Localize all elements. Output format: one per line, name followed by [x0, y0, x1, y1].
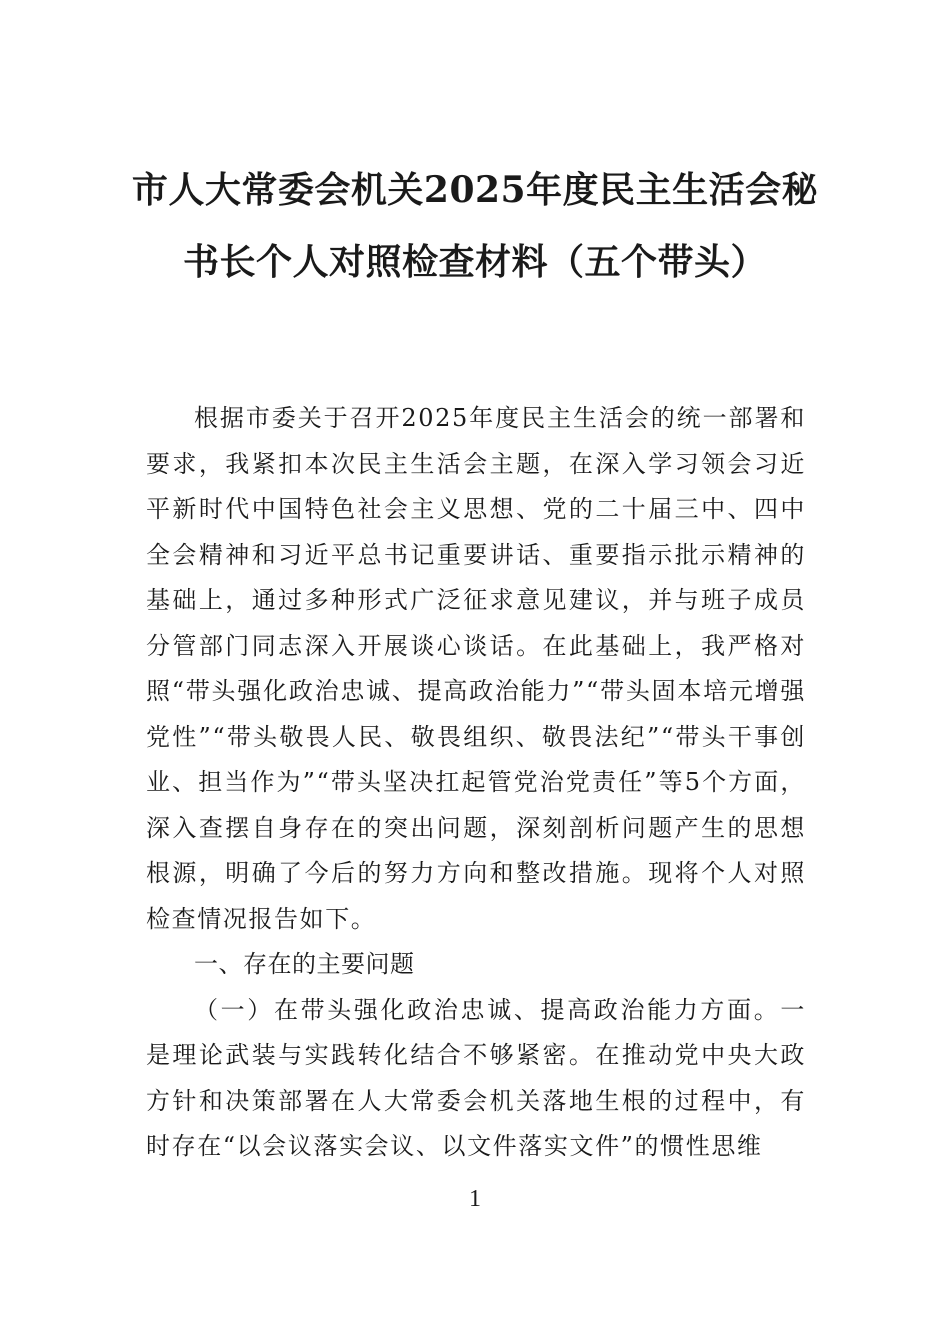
subsection-1-paragraph [146, 988, 806, 1170]
section-1-heading: 一、存在的主要问题 [194, 950, 415, 978]
subsection-1-heading: （一）在带头强化政治忠诚、提高政治能力方面。 [194, 995, 781, 1024]
intro-paragraph: 根据市委关于召开2025年度民主生活会的统一部署和要求，我紧扣本次民主生活会主题，在深入学习领会习近平新时代中国特色社会主义思想、党的二十届三中、四中全会精神和习近平总书记重要讲话、重要指示批示精神的基础上，通过多种形式广泛征求意见建议，并与班子成员分管部门同志深入开展谈心谈话。在此基础上，我严格对照“带头强化政治忠诚、提高政治能力”“带头固本培元增强党性”“带头敬畏人民、敬畏组织、敬畏法纪”“带头干事创业、担当作为”“带头坚决扛起管党治党责任”等5个方面，深入查摆自身存在的突出问题，深刻剖析问题产生的思想根源，明确了今后的努力方向和整改措施。现将个人对照检查情况报告如下。 [146, 404, 806, 933]
page-number: 1 [469, 1186, 481, 1212]
document-body [146, 396, 806, 1170]
document-title-line-2: 书长个人对照检查材料（五个带头） [182, 241, 767, 283]
document-title-line-1: 市人大常委会机关2025年度民主生活会秘 [131, 169, 819, 211]
subsection-1-text: 一是理论武装与实践转化结合不够紧密。在推动党中央大政方针和决策部署在人大常委会机关落地生根的过程中，有时存在“以会议落实会议、以文件落实文件”的惯性思维 [146, 995, 806, 1160]
